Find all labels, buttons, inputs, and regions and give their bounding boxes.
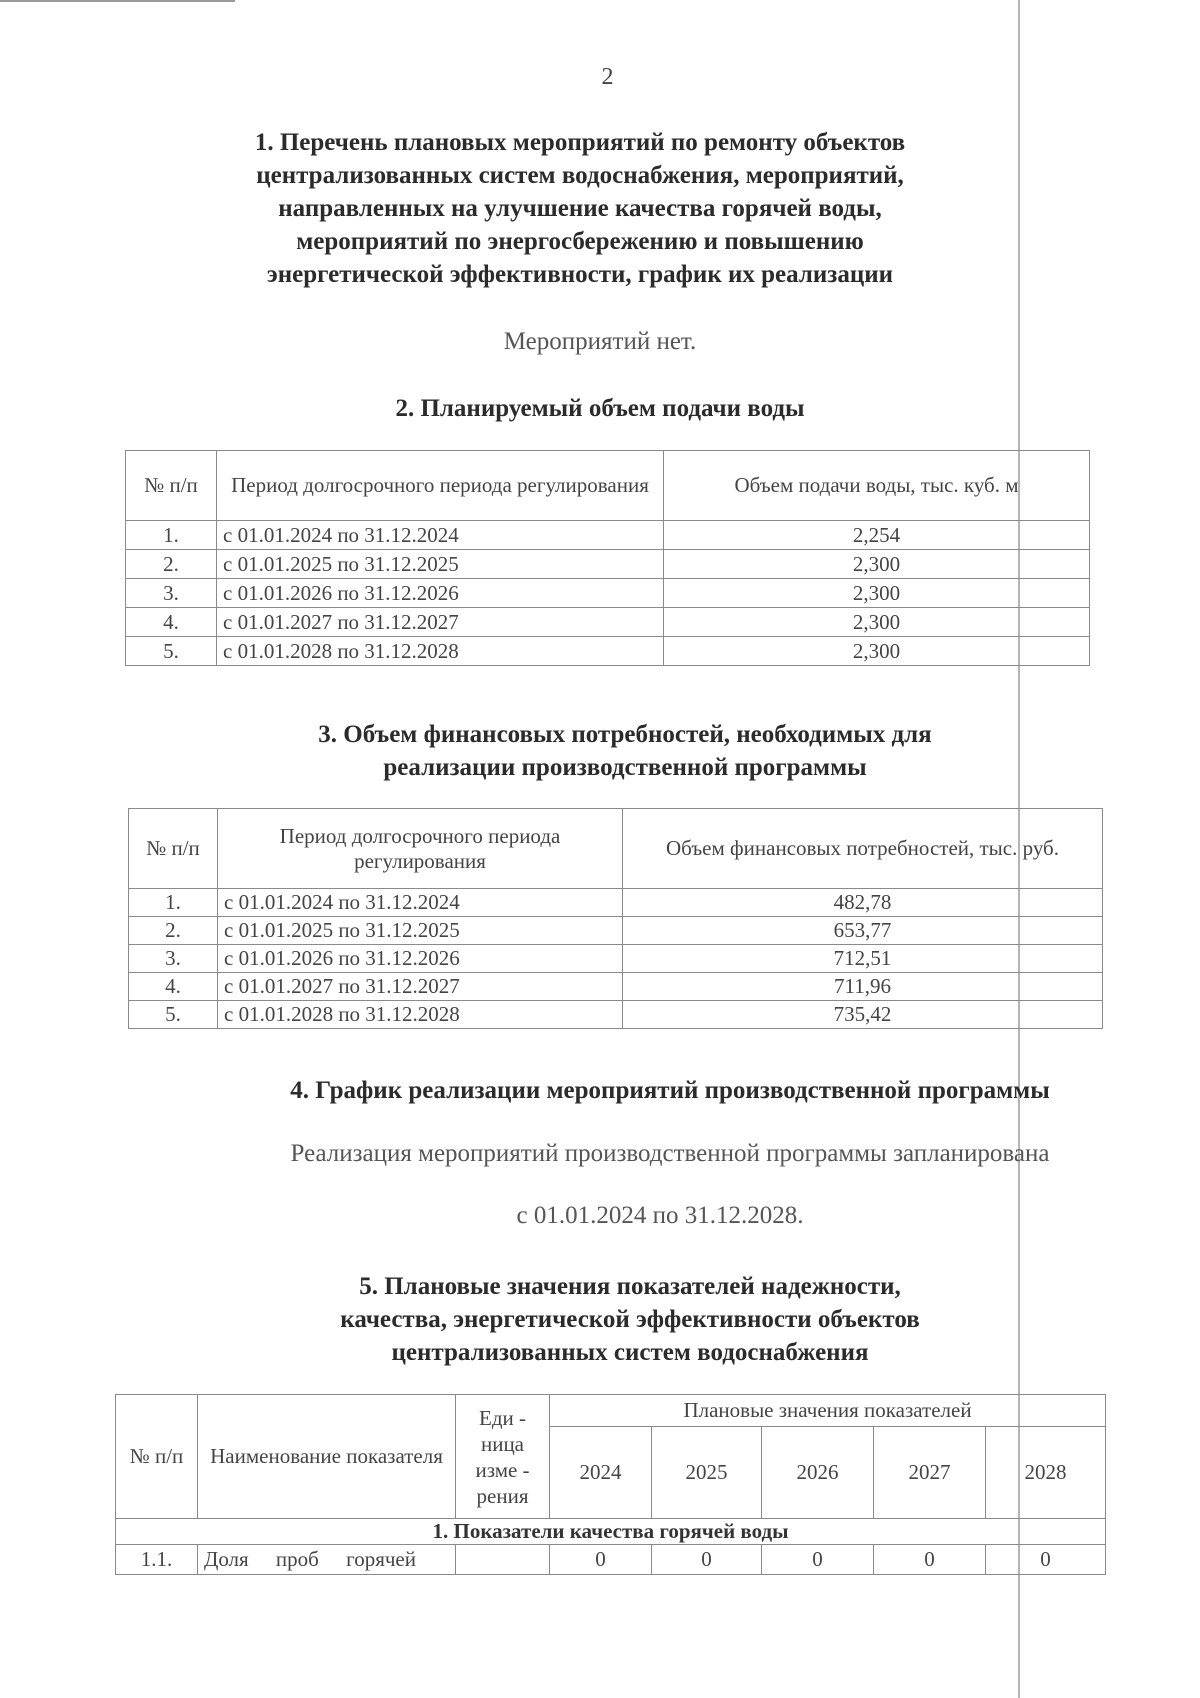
- row-period: с 01.01.2027 по 31.12.2027: [218, 973, 623, 1001]
- row-value: 2,300: [664, 550, 1090, 579]
- row-num: 1.1.: [116, 1545, 198, 1575]
- section5-title-line: 5. Плановые значения показателей надежности,: [359, 1273, 901, 1300]
- header-name: Наименование показателя: [198, 1395, 456, 1519]
- header-period: Период долгосрочного периода регулирования: [218, 809, 623, 889]
- row-period: с 01.01.2027 по 31.12.2027: [217, 608, 664, 637]
- section1-title-line: энергетической эффективности, график их реализации: [266, 261, 894, 288]
- table-row: [126, 550, 1090, 579]
- table-row: [129, 889, 1103, 917]
- header-year: 2028: [986, 1427, 1106, 1519]
- header-planned-values: Плановые значения показателей: [550, 1395, 1106, 1427]
- row-value: 0: [762, 1545, 874, 1575]
- table-row: [129, 945, 1103, 973]
- table-row: [126, 608, 1090, 637]
- row-period: с 01.01.2026 по 31.12.2026: [218, 945, 623, 973]
- row-unit: [456, 1545, 550, 1575]
- row-num: 3.: [129, 945, 218, 973]
- section4-text-line1: Реализация мероприятий производственной программы запланирована: [290, 1140, 1050, 1167]
- section1-title: [200, 126, 960, 291]
- header-num: № п/п: [126, 451, 217, 521]
- row-value: 2,300: [664, 608, 1090, 637]
- section1-text: Мероприятий нет.: [503, 328, 697, 355]
- indicators-table: [115, 1394, 1106, 1575]
- row-period: с 01.01.2028 по 31.12.2028: [218, 1001, 623, 1029]
- table-row: [129, 917, 1103, 945]
- header-year: 2025: [652, 1427, 762, 1519]
- section1-title-line: централизованных систем водоснабжения, мероприятий,: [256, 162, 904, 189]
- row-num: 1.: [129, 889, 218, 917]
- financial-needs-table: [128, 808, 1103, 1029]
- row-value: 2,254: [664, 521, 1090, 550]
- row-num: 5.: [126, 637, 217, 666]
- section3-title: [240, 718, 1010, 784]
- row-name: Доля проб горячей: [198, 1545, 456, 1575]
- table-header-row: [129, 809, 1103, 889]
- header-year: 2024: [550, 1427, 652, 1519]
- row-period: с 01.01.2028 по 31.12.2028: [217, 637, 664, 666]
- section5-title: [240, 1270, 1020, 1369]
- row-period: с 01.01.2024 по 31.12.2024: [218, 889, 623, 917]
- header-volume: Объем подачи воды, тыс. куб. м: [664, 451, 1090, 521]
- table-row: [116, 1545, 1106, 1575]
- row-value: 2,300: [664, 579, 1090, 608]
- section5-title-line: централизованных систем водоснабжения: [391, 1339, 869, 1366]
- row-value: 0: [986, 1545, 1106, 1575]
- section1-title-line: 1. Перечень плановых мероприятий по ремонту объектов: [254, 129, 906, 156]
- table-row: [126, 521, 1090, 550]
- section3-title-line: реализации производственной программы: [383, 754, 867, 781]
- table-row: [129, 1001, 1103, 1029]
- header-year: 2027: [874, 1427, 986, 1519]
- table-row: [129, 973, 1103, 1001]
- table-header-row: [126, 451, 1090, 521]
- section1-title-line: направленных на улучшение качества горячей воды,: [278, 195, 882, 222]
- section4-text-line2: с 01.01.2024 по 31.12.2028.: [516, 1202, 804, 1229]
- header-year: 2026: [762, 1427, 874, 1519]
- section4-title: 4. График реализации мероприятий производственной программы: [290, 1077, 1050, 1104]
- row-value: 0: [550, 1545, 652, 1575]
- section5-title-line: качества, энергетической эффективности объектов: [340, 1306, 920, 1333]
- row-num: 2.: [129, 917, 218, 945]
- row-num: 5.: [129, 1001, 218, 1029]
- table-row: [126, 637, 1090, 666]
- header-financial: Объем финансовых потребностей, тыс. руб.: [623, 809, 1103, 889]
- row-num: 1.: [126, 521, 217, 550]
- row-num: 3.: [126, 579, 217, 608]
- row-value: 0: [874, 1545, 986, 1575]
- section2-title: 2. Планируемый объем подачи воды: [395, 395, 805, 422]
- row-period: с 01.01.2026 по 31.12.2026: [217, 579, 664, 608]
- row-value: 2,300: [664, 637, 1090, 666]
- row-value: 0: [652, 1545, 762, 1575]
- header-period: Период долгосрочного периода регулирования: [217, 451, 664, 521]
- scan-edge-line: [0, 0, 235, 2]
- row-period: с 01.01.2025 по 31.12.2025: [218, 917, 623, 945]
- row-num: 4.: [129, 973, 218, 1001]
- table-header-row: [116, 1395, 1106, 1427]
- water-volume-table: [125, 450, 1090, 666]
- row-value: 653,77: [623, 917, 1103, 945]
- row-value: 712,51: [623, 945, 1103, 973]
- header-unit: Еди - ница изме - рения: [456, 1395, 550, 1519]
- table-group-row: [116, 1519, 1106, 1545]
- row-period: с 01.01.2025 по 31.12.2025: [217, 550, 664, 579]
- row-value: 482,78: [623, 889, 1103, 917]
- row-period: с 01.01.2024 по 31.12.2024: [217, 521, 664, 550]
- table-row: [126, 579, 1090, 608]
- row-num: 4.: [126, 608, 217, 637]
- header-num: № п/п: [116, 1395, 198, 1519]
- group-title: 1. Показатели качества горячей воды: [116, 1519, 1106, 1545]
- row-value: 735,42: [623, 1001, 1103, 1029]
- row-num: 2.: [126, 550, 217, 579]
- header-num: № п/п: [129, 809, 218, 889]
- row-value: 711,96: [623, 973, 1103, 1001]
- section3-title-line: 3. Объем финансовых потребностей, необходимых для: [318, 721, 932, 748]
- page-number: 2: [601, 64, 614, 90]
- section1-title-line: мероприятий по энергосбережению и повышению: [296, 228, 864, 255]
